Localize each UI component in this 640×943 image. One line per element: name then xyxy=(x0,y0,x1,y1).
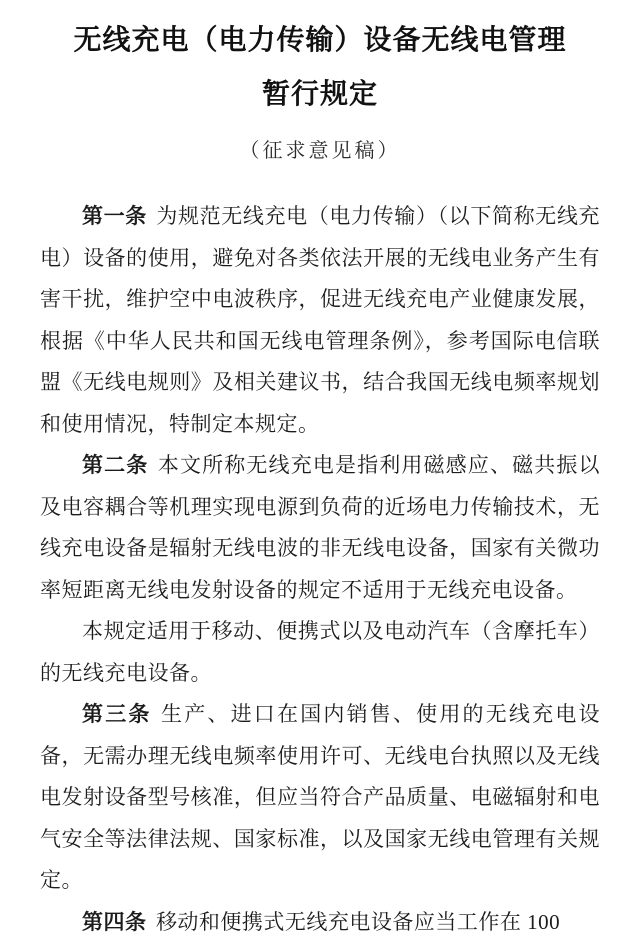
paragraph-article-3 xyxy=(40,694,600,902)
article-1-number: 第一条 xyxy=(82,204,147,228)
article-2-continuation-text: 本规定适用于移动、便携式以及电动汽车（含摩托车）的无线充电设备。 xyxy=(40,619,600,685)
paragraph-article-2 xyxy=(40,445,600,611)
article-3-number: 第三条 xyxy=(82,702,152,726)
document-subtitle: （征求意见稿） xyxy=(40,134,600,163)
document-body xyxy=(40,196,600,943)
title-line-1: 无线充电（电力传输）设备无线电管理 xyxy=(40,14,600,68)
article-2-number: 第二条 xyxy=(82,453,148,477)
article-4-text: 移动和便携式无线充电设备应当工作在 100 xyxy=(156,910,560,934)
document-title xyxy=(40,14,600,122)
paragraph-article-4 xyxy=(40,902,600,943)
title-line-2: 暂行规定 xyxy=(40,68,600,122)
article-3-text: 生产、进口在国内销售、使用的无线充电设备，无需办理无线电频率使用许可、无线电台执照以及无线电发射设备型号核准，但应当符合产品质量、电磁辐射和电气安全等法律法规、国家标准，以及国家无线电管理有关规定。 xyxy=(40,702,600,892)
article-1-text: 为规范无线充电（电力传输）（以下简称无线充电）设备的使用，避免对各类依法开展的无线电业务产生有害干扰，维护空中电波秩序，促进无线充电产业健康发展，根据《中华人民共和国无线电管理条例》，参考国际电信联盟《无线电规则》及相关建议书，结合我国无线电频率规划和使用情况，特制定本规定。 xyxy=(40,204,600,436)
paragraph-article-1 xyxy=(40,196,600,445)
paragraph-article-2-continuation xyxy=(40,611,600,694)
article-2-text: 本文所称无线充电是指利用磁感应、磁共振以及电容耦合等机理实现电源到负荷的近场电力传输技术，无线充电设备是辐射无线电波的非无线电设备，国家有关微功率短距离无线电发射设备的规定不适用于无线充电设备。 xyxy=(40,453,600,602)
article-4-number: 第四条 xyxy=(82,910,147,934)
